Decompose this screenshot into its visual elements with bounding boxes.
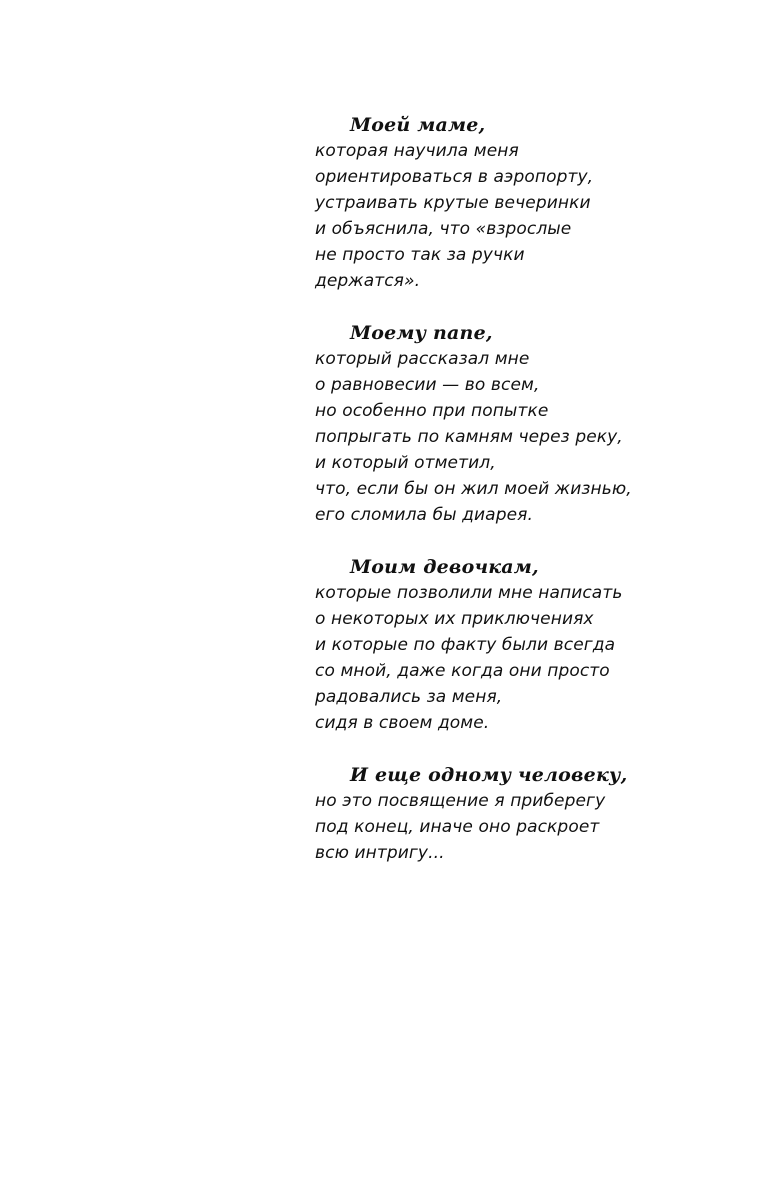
stanza-line: но особенно при попытке [315, 401, 549, 421]
stanza-daughters [315, 554, 735, 736]
stanza-line: попрыгать по камням через реку, [315, 427, 623, 447]
stanza-line: не просто так за ручки [315, 245, 525, 265]
stanza-line: о равновесии — во всем, [315, 375, 540, 395]
stanza-heading: Моим девочкам, [350, 556, 539, 578]
stanza-line: всю интригу... [315, 843, 445, 863]
stanza-heading: Моему папе, [350, 322, 493, 344]
dedication-block [315, 112, 735, 892]
stanza-line: которая научила меня [315, 141, 519, 161]
stanza-line: устраивать крутые вечеринки [315, 193, 591, 213]
stanza-line: ориентироваться в аэропорту, [315, 167, 594, 187]
stanza-line: которые позволили мне написать [315, 583, 623, 603]
stanza-line: сидя в своем доме. [315, 713, 490, 733]
stanza-line: его сломила бы диарея. [315, 505, 533, 525]
stanza-father [315, 320, 735, 528]
stanza-line: под конец, иначе оно раскроет [315, 817, 600, 837]
stanza-line: и который отметил, [315, 453, 496, 473]
stanza-heading: Моей маме, [350, 114, 486, 136]
stanza-heading: И еще одному человеку, [350, 764, 628, 786]
stanza-line: держатся». [315, 271, 421, 291]
stanza-line: что, если бы он жил моей жизнью, [315, 479, 632, 499]
stanza-one-more-person [315, 762, 735, 866]
stanza-line: о некоторых их приключениях [315, 609, 594, 629]
stanza-line: но это посвящение я приберегу [315, 791, 606, 811]
stanza-line: радовались за меня, [315, 687, 503, 707]
stanza-line: который рассказал мне [315, 349, 530, 369]
stanza-line: со мной, даже когда они просто [315, 661, 610, 681]
stanza-line: и объяснила, что «взрослые [315, 219, 572, 239]
stanza-mother [315, 112, 735, 294]
stanza-line: и которые по факту были всегда [315, 635, 616, 655]
